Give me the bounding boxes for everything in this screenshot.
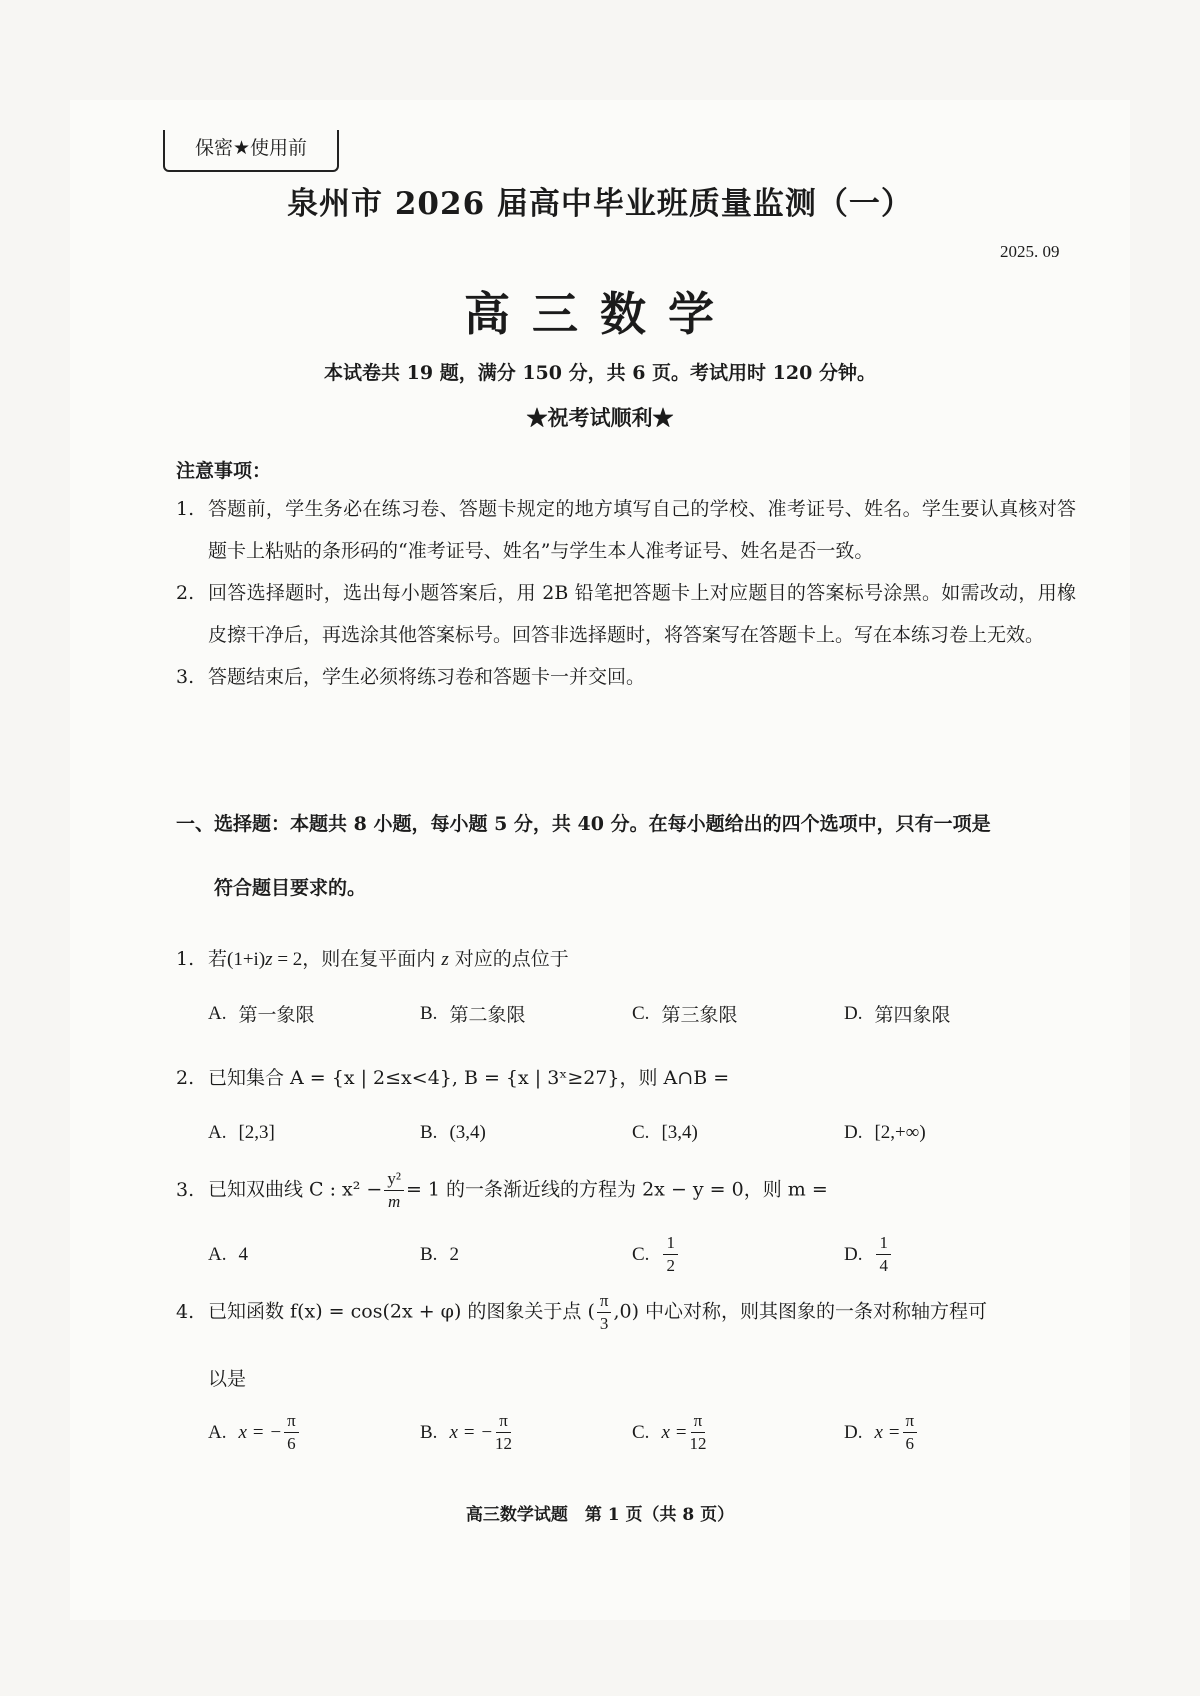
page-footer: 高三数学试题 第 1 页（共 8 页）: [465, 1505, 735, 1525]
question-text-part: 若: [208, 948, 228, 970]
option-b: [420, 1000, 632, 1027]
note-number: 2.: [176, 582, 195, 604]
note-item: [176, 656, 1076, 698]
question-4-continuation: 以是: [208, 1368, 247, 1390]
option-label: D.: [844, 1243, 863, 1265]
option-text: 第四象限: [874, 1004, 951, 1026]
question-1: [176, 944, 1076, 971]
question-text-part: ，则在复平面内: [302, 948, 442, 970]
fraction: [903, 1410, 918, 1455]
question-text-part: 对应的点位于: [448, 948, 569, 970]
fraction-denominator: 4: [879, 1256, 888, 1275]
option-text: 4: [238, 1243, 248, 1265]
option-label: B.: [420, 1243, 438, 1265]
question-text-part: = 1 的一条渐近线的方程为 2x − y = 0，则 m =: [405, 1178, 828, 1201]
subject-title: 高三数学: [464, 287, 736, 341]
section-heading: [176, 792, 1076, 920]
option-b: [420, 1122, 632, 1144]
option-label: A.: [208, 1421, 227, 1443]
fraction-numerator: y²: [384, 1168, 404, 1191]
question-1-options: [208, 1000, 1068, 1027]
fraction-numerator: π: [903, 1410, 918, 1433]
option-text: 2: [449, 1243, 459, 1265]
option-text: [3,4): [661, 1122, 698, 1143]
option-label: D.: [844, 1002, 863, 1024]
option-c: [632, 1410, 844, 1455]
math-variable: z: [441, 949, 449, 970]
option-c: [632, 1122, 844, 1144]
exam-date: 2025. 09: [1000, 242, 1060, 261]
fraction-numerator: π: [496, 1410, 511, 1433]
option-d: [844, 1232, 1056, 1277]
option-label: A.: [208, 1243, 227, 1265]
option-label: C.: [632, 1421, 650, 1443]
math-expression: (1+i): [227, 949, 266, 970]
option-text: [2,3]: [238, 1122, 275, 1143]
confidential-label: 保密★使用前: [163, 130, 339, 172]
option-text: 第一象限: [238, 1004, 315, 1026]
question-4: [176, 1290, 1076, 1335]
option-prefix: x =: [661, 1421, 688, 1443]
option-b: [420, 1232, 632, 1277]
fraction: [495, 1410, 512, 1455]
fraction-denominator: 12: [495, 1434, 513, 1453]
question-text-part: 已知函数 f(x) = cos(2x + φ) 的图象关于点 (: [208, 1300, 595, 1323]
question-number: 2.: [176, 1067, 195, 1089]
option-b: [420, 1410, 632, 1455]
fraction-denominator: 2: [666, 1256, 675, 1275]
option-a: [208, 1122, 420, 1144]
option-a: [208, 1232, 420, 1277]
option-label: D.: [844, 1421, 863, 1443]
option-label: C.: [632, 1243, 650, 1265]
math-variable: z: [265, 949, 273, 970]
fraction-numerator: π: [284, 1410, 299, 1433]
fraction-numerator: 1: [663, 1232, 678, 1255]
note-text: 答题前，学生务必在练习卷、答题卡规定的地方填写自己的学校、准考证号、姓名。学生要认真核对答题卡上粘贴的条形码的“准考证号、姓名”与学生本人准考证号、姓名是否一致。: [208, 498, 1076, 562]
option-prefix: x =: [874, 1421, 901, 1443]
option-label: D.: [844, 1122, 863, 1143]
fraction: [689, 1410, 706, 1455]
option-label: B.: [420, 1002, 438, 1024]
notes-list: [176, 488, 1076, 698]
note-number: 1.: [176, 498, 195, 520]
math-expression: = 2: [272, 949, 303, 970]
option-label: C.: [632, 1122, 650, 1143]
fraction-numerator: π: [597, 1290, 612, 1313]
fraction-numerator: 1: [876, 1232, 891, 1255]
section-line-2: 符合题目要求的。: [214, 877, 367, 899]
fraction-denominator: 3: [599, 1314, 609, 1333]
option-text: 第二象限: [449, 1004, 526, 1026]
note-number: 3.: [176, 666, 195, 688]
good-luck-banner: ★祝考试顺利★: [526, 405, 674, 430]
option-label: C.: [632, 1002, 650, 1024]
note-text: 答题结束后，学生必须将练习卷和答题卡一并交回。: [208, 666, 646, 688]
question-number: 1.: [176, 948, 195, 970]
option-text: (3,4): [449, 1122, 486, 1143]
option-label: A.: [208, 1122, 227, 1143]
option-label: B.: [420, 1421, 438, 1443]
fraction-numerator: π: [691, 1410, 706, 1433]
option-c: [632, 1000, 844, 1027]
fraction-denominator: 12: [689, 1434, 707, 1453]
question-text-part: 已知双曲线 C : x² −: [208, 1178, 383, 1201]
option-a: [208, 1410, 420, 1455]
option-d: [844, 1410, 1056, 1455]
question-4-options: [208, 1410, 1068, 1455]
question-text-part: ,0) 中心对称，则其图象的一条对称轴方程可: [613, 1300, 988, 1323]
fraction: [384, 1168, 404, 1213]
fraction-denominator: m: [388, 1192, 401, 1211]
question-text: 已知集合 A = {x | 2≤x<4}, B = {x | 3ˣ≥27}，则 A∩B =: [208, 1067, 730, 1089]
fraction: [597, 1290, 612, 1335]
note-item: [176, 572, 1076, 656]
option-d: [844, 1000, 1056, 1027]
note-item: [176, 488, 1076, 572]
fraction-denominator: 6: [905, 1434, 915, 1453]
exam-info: 本试卷共 19 题，满分 150 分，共 6 页。考试用时 120 分钟。: [324, 362, 876, 384]
question-2-options: [208, 1122, 1068, 1144]
option-prefix: x = −: [238, 1421, 283, 1443]
question-3: [176, 1168, 1076, 1213]
question-number: 4.: [176, 1300, 195, 1323]
notes-heading: 注意事项：: [176, 460, 272, 482]
fraction: [663, 1232, 678, 1277]
question-2: [176, 1063, 1076, 1090]
option-a: [208, 1000, 420, 1027]
option-text: [2,+∞): [874, 1122, 926, 1143]
option-label: A.: [208, 1002, 227, 1024]
fraction: [284, 1410, 299, 1455]
fraction-denominator: 6: [287, 1434, 296, 1453]
fraction: [876, 1232, 891, 1277]
exam-title: 泉州市 2026 届高中毕业班质量监测（一）: [287, 186, 913, 222]
note-text: 回答选择题时，选出每小题答案后，用 2B 铅笔把答题卡上对应题目的答案标号涂黑。如需改动，用橡皮擦干净后，再选涂其他答案标号。回答非选择题时，将答案写在答题卡上。写在本练习卷上无效。: [208, 582, 1076, 646]
option-c: [632, 1232, 844, 1277]
option-d: [844, 1122, 1056, 1144]
option-label: B.: [420, 1122, 438, 1143]
option-prefix: x = −: [449, 1421, 494, 1443]
question-number: 3.: [176, 1178, 195, 1201]
option-text: 第三象限: [661, 1004, 738, 1026]
question-3-options: [208, 1232, 1068, 1277]
section-line-1: 一、选择题：本题共 8 小题，每小题 5 分，共 40 分。在每小题给出的四个选项中，只有一项是: [176, 813, 991, 835]
